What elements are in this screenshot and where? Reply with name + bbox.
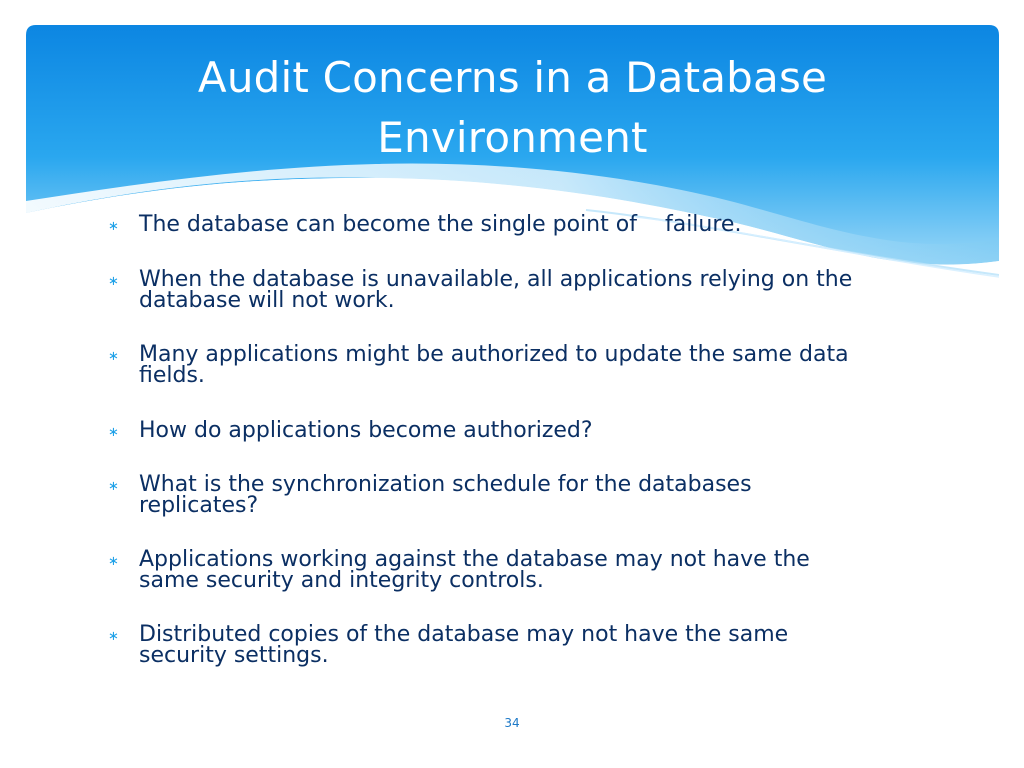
- slide-title-line-2: Environment: [377, 113, 648, 162]
- bullet-text-line: Distributed copies of the database may not have the same: [139, 622, 789, 647]
- page-number: 34: [504, 716, 520, 730]
- bullet-item-authorized-update: [108, 344, 969, 386]
- bullet-item-distributed-copies: [108, 624, 969, 666]
- bullet-marker-icon: ∗: [108, 349, 119, 364]
- slide-title: [26, 48, 999, 168]
- bullet-text-tail: failure.: [664, 212, 742, 237]
- bullet-item-authorization-question: [108, 420, 969, 441]
- bullet-marker-icon: ∗: [108, 629, 119, 644]
- bullet-item-single-point-of-failure: [108, 214, 969, 235]
- bullet-text-line: How do applications become authorized?: [139, 418, 593, 443]
- bullet-text-line: The database can become the single point of: [139, 212, 637, 237]
- bullet-marker-icon: ∗: [108, 554, 119, 569]
- bullet-text-line: fields.: [139, 363, 205, 388]
- bullet-text-line: When the database is unavailable, all applications relying on the: [139, 267, 853, 292]
- bullet-text-line: What is the synchronization schedule for the databases: [139, 472, 752, 497]
- bullet-item-synchronization-schedule: [108, 474, 969, 516]
- bullet-text-line: same security and integrity controls.: [139, 568, 544, 593]
- bullet-text-line: Many applications might be authorized to update the same data: [139, 342, 849, 367]
- slide-title-line-1: Audit Concerns in a Database: [197, 53, 828, 102]
- bullet-text-line: database will not work.: [139, 288, 395, 313]
- bullet-item-database-unavailable: [108, 269, 969, 311]
- bullet-text-line: Applications working against the database may not have the: [139, 547, 810, 572]
- bullet-text-line: security settings.: [139, 643, 329, 668]
- bullet-marker-icon: ∗: [108, 425, 119, 440]
- bullet-marker-icon: ∗: [108, 219, 119, 234]
- bullet-marker-icon: ∗: [108, 479, 119, 494]
- bullet-item-security-integrity: [108, 549, 969, 591]
- bullet-text-line: replicates?: [139, 493, 259, 518]
- bullet-marker-icon: ∗: [108, 274, 119, 289]
